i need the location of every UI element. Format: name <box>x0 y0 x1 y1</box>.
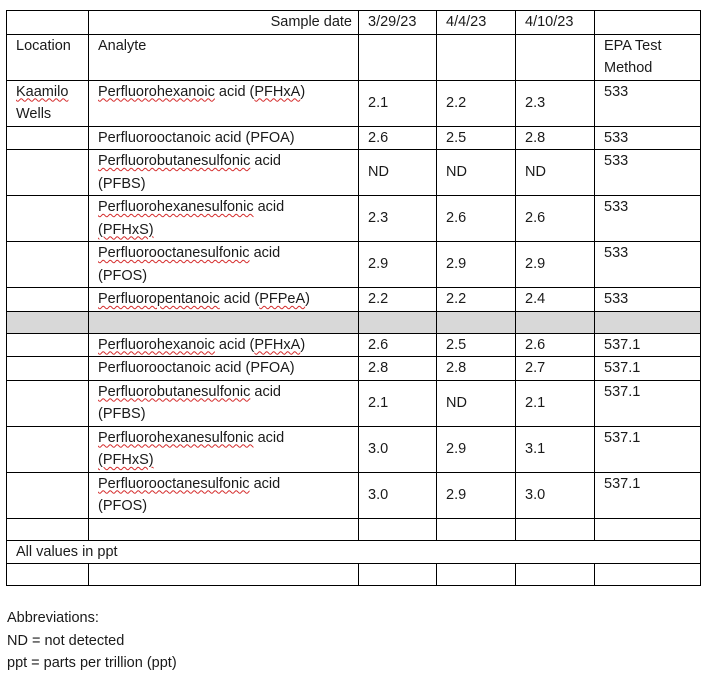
analyte-cell: Perfluoropentanoic acid (PFPeA) <box>89 288 359 312</box>
value-cell: ND <box>516 150 595 196</box>
analyte-cell: Perfluorohexanoic acid (PFHxA) <box>89 333 359 357</box>
table-row <box>7 380 701 426</box>
epa-method-header-line1: EPA Test <box>604 37 662 54</box>
method-cell: 537.1 <box>595 472 701 518</box>
method-cell: 533 <box>595 150 701 196</box>
table-row <box>7 150 701 196</box>
epa-method-header <box>595 34 701 80</box>
date-header-row <box>7 11 701 35</box>
separator-row <box>7 311 701 333</box>
table-row <box>7 472 701 518</box>
sample-date-label: Sample date <box>89 11 359 35</box>
method-cell: 533 <box>595 288 701 312</box>
analyte-cell: Perfluorooctanesulfonic acid (PFOS) <box>89 472 359 518</box>
table-row <box>7 426 701 472</box>
analyte-cell: Perfluorooctanoic acid (PFOA) <box>89 126 359 150</box>
location-cell <box>7 333 89 357</box>
value-cell: 2.9 <box>516 242 595 288</box>
value-cell: 2.1 <box>516 380 595 426</box>
location-name-line2: Wells <box>16 106 52 122</box>
blank-cell <box>7 11 89 35</box>
pfas-results-table <box>6 10 701 586</box>
method-cell: 533 <box>595 196 701 242</box>
value-cell: 3.0 <box>359 426 437 472</box>
method-cell: 537.1 <box>595 357 701 381</box>
location-cell <box>7 242 89 288</box>
blank-cell <box>437 34 516 80</box>
value-cell: 2.6 <box>516 196 595 242</box>
units-footnote: All values in ppt <box>7 540 701 564</box>
value-cell: 2.9 <box>437 426 516 472</box>
method-cell: 537.1 <box>595 333 701 357</box>
location-name-line1: Kaamilo <box>16 83 69 100</box>
value-cell: 2.2 <box>359 288 437 312</box>
location-cell <box>7 426 89 472</box>
empty-row <box>7 518 701 540</box>
table-row <box>7 126 701 150</box>
value-cell: 2.6 <box>359 126 437 150</box>
date-header-1: 3/29/23 <box>359 11 437 35</box>
value-cell: 2.3 <box>516 80 595 126</box>
date-header-2: 4/4/23 <box>437 11 516 35</box>
location-cell <box>7 357 89 381</box>
table-row <box>7 288 701 312</box>
value-cell: 2.3 <box>359 196 437 242</box>
value-cell: 2.2 <box>437 80 516 126</box>
value-cell: 2.2 <box>437 288 516 312</box>
value-cell: 2.6 <box>516 333 595 357</box>
location-cell <box>7 150 89 196</box>
column-header-row <box>7 34 701 80</box>
value-cell: 2.9 <box>437 242 516 288</box>
table-row <box>7 80 701 126</box>
value-cell: ND <box>437 150 516 196</box>
value-cell: 3.1 <box>516 426 595 472</box>
analyte-cell: Perfluorohexanesulfonic acid (PFHxS) <box>89 426 359 472</box>
method-cell: 533 <box>595 242 701 288</box>
value-cell: ND <box>359 150 437 196</box>
value-cell: 2.1 <box>359 80 437 126</box>
abbreviation-ppt: ppt = parts per trillion (ppt) <box>7 655 177 671</box>
blank-cell <box>359 34 437 80</box>
value-cell: 2.5 <box>437 333 516 357</box>
blank-cell <box>595 11 701 35</box>
analyte-cell: Perfluorohexanesulfonic acid (PFHxS) <box>89 196 359 242</box>
footnote-row <box>7 540 701 564</box>
analyte-cell: Perfluorooctanoic acid (PFOA) <box>89 357 359 381</box>
location-cell <box>7 126 89 150</box>
abbreviations-title: Abbreviations: <box>7 610 99 626</box>
value-cell: 2.4 <box>516 288 595 312</box>
value-cell: 2.8 <box>516 126 595 150</box>
analyte-cell: Perfluorobutanesulfonic acid (PFBS) <box>89 380 359 426</box>
value-cell: 3.0 <box>516 472 595 518</box>
location-cell <box>7 380 89 426</box>
table-row <box>7 196 701 242</box>
analyte-cell: Perfluorooctanesulfonic acid (PFOS) <box>89 242 359 288</box>
method-cell: 537.1 <box>595 380 701 426</box>
value-cell: 2.8 <box>359 357 437 381</box>
blank-cell <box>516 34 595 80</box>
value-cell: 2.5 <box>437 126 516 150</box>
value-cell: 2.7 <box>516 357 595 381</box>
location-cell <box>7 472 89 518</box>
value-cell: 2.6 <box>437 196 516 242</box>
method-cell: 537.1 <box>595 426 701 472</box>
value-cell: ND <box>437 380 516 426</box>
value-cell: 2.1 <box>359 380 437 426</box>
location-header: Location <box>7 34 89 80</box>
epa-method-header-line2: Method <box>604 60 653 76</box>
location-cell <box>7 80 89 126</box>
abbreviations-block <box>7 607 177 675</box>
table-row <box>7 242 701 288</box>
value-cell: 2.6 <box>359 333 437 357</box>
table-row <box>7 333 701 357</box>
analyte-cell: Perfluorohexanoic acid (PFHxA) <box>89 80 359 126</box>
value-cell: 2.8 <box>437 357 516 381</box>
value-cell: 2.9 <box>437 472 516 518</box>
method-cell: 533 <box>595 80 701 126</box>
value-cell: 2.9 <box>359 242 437 288</box>
date-header-3: 4/10/23 <box>516 11 595 35</box>
analyte-cell: Perfluorobutanesulfonic acid (PFBS) <box>89 150 359 196</box>
method-cell: 533 <box>595 126 701 150</box>
empty-row <box>7 564 701 586</box>
abbreviation-nd: ND = not detected <box>7 632 125 649</box>
analyte-header: Analyte <box>89 34 359 80</box>
location-cell <box>7 196 89 242</box>
value-cell: 3.0 <box>359 472 437 518</box>
table-row <box>7 357 701 381</box>
location-cell <box>7 288 89 312</box>
